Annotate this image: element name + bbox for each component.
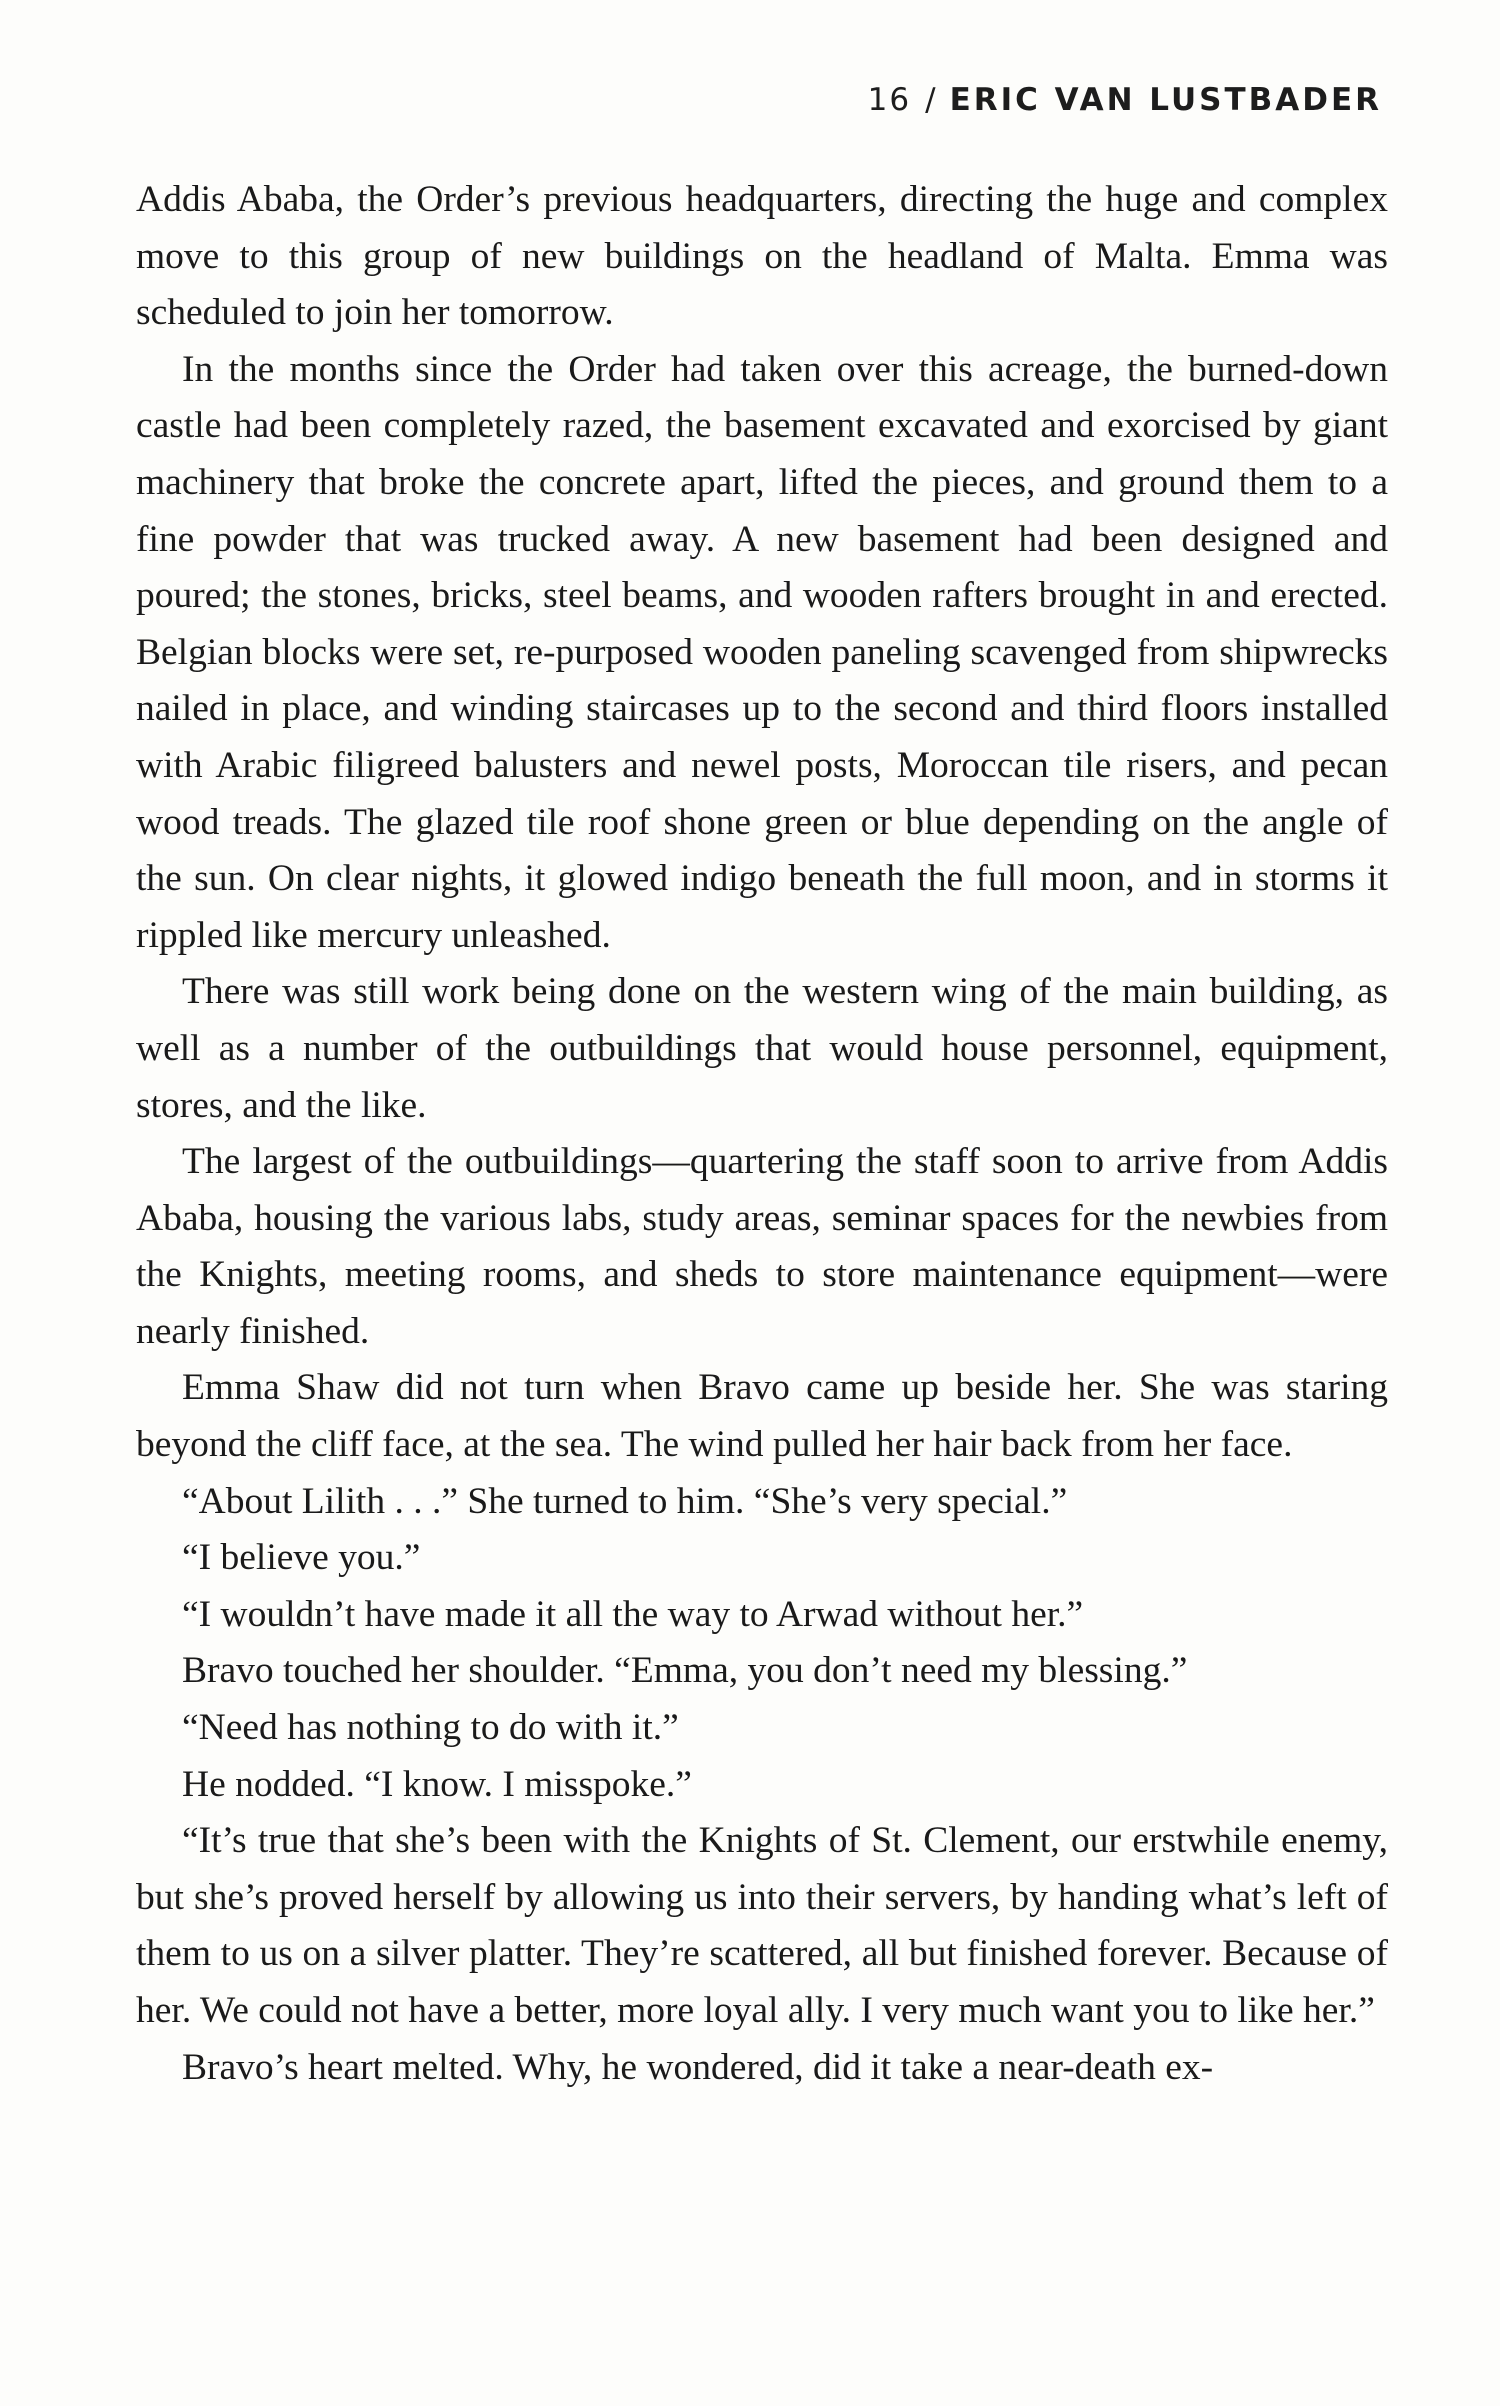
paragraph: Emma Shaw did not turn when Bravo came up beside her. She was staring beyond the cliff face, at the sea. The wind pulled her hair back from her face. [136, 1367, 1388, 1466]
paragraph: Bravo touched her shoulder. “Emma, you don’t need my blessing.” [182, 1650, 1188, 1692]
paragraph: “Need has nothing to do with it.” [182, 1707, 679, 1749]
paragraph: “It’s true that she’s been with the Knights of St. Clement, our erstwhile enemy, but she’s proved herself by allowing us into their servers, by handing what’s left of them to us on a silver platter. They’re scattered, all but finished forever. Because of her. We could not have a better, more loyal ally. I very much want you to like her.” [136, 1820, 1388, 2031]
paragraph: He nodded. “I know. I misspoke.” [182, 1763, 692, 1805]
author-name: ERIC VAN LUSTBADER [949, 82, 1382, 118]
paragraph: “About Lilith . . .” She turned to him. “She’s very special.” [182, 1480, 1068, 1522]
paragraph: Addis Ababa, the Order’s previous headquarters, directing the huge and complex move to this group of new buildings on the headland of Malta. Emma was scheduled to join her tomorrow. [136, 179, 1388, 334]
running-head [868, 82, 1382, 118]
paragraph: “I wouldn’t have made it all the way to Arwad without her.” [182, 1593, 1084, 1635]
paragraph: Bravo’s heart melted. Why, he wondered, did it take a near-death ex- [182, 2046, 1214, 2088]
paragraph: The largest of the outbuildings—quartering the staff soon to arrive from Addis Ababa, housing the various labs, study areas, seminar spaces for the newbies from the Knights, meeting rooms, and sheds to store maintenance equipment—were nearly finished. [136, 1141, 1388, 1352]
header-separator: / [925, 82, 938, 118]
paragraph: There was still work being done on the western wing of the main building, as well as a number of the outbuildings that would house personnel, equipment, stores, and the like. [136, 971, 1388, 1126]
body-text [136, 172, 1388, 2096]
paragraph: “I believe you.” [182, 1537, 421, 1579]
page-number: 16 [867, 82, 912, 118]
paragraph: In the months since the Order had taken over this acreage, the burned-down castle had been completely razed, the basement excavated and exorcised by giant machinery that broke the concrete apart, lifted the pieces, and ground them to a fine powder that was trucked away. A new basement had been designed and poured; the stones, bricks, steel beams, and wooden rafters brought in and erected. Belgian blocks were set, re-purposed wooden paneling scavenged from shipwrecks nailed in place, and winding staircases up to the second and third floors installed with Arabic filigreed balusters and newel posts, Moroccan tile risers, and pecan wood treads. The glazed tile roof shone green or blue depending on the angle of the sun. On clear nights, it glowed indigo beneath the full moon, and in storms it rippled like mercury unleashed. [136, 348, 1388, 956]
